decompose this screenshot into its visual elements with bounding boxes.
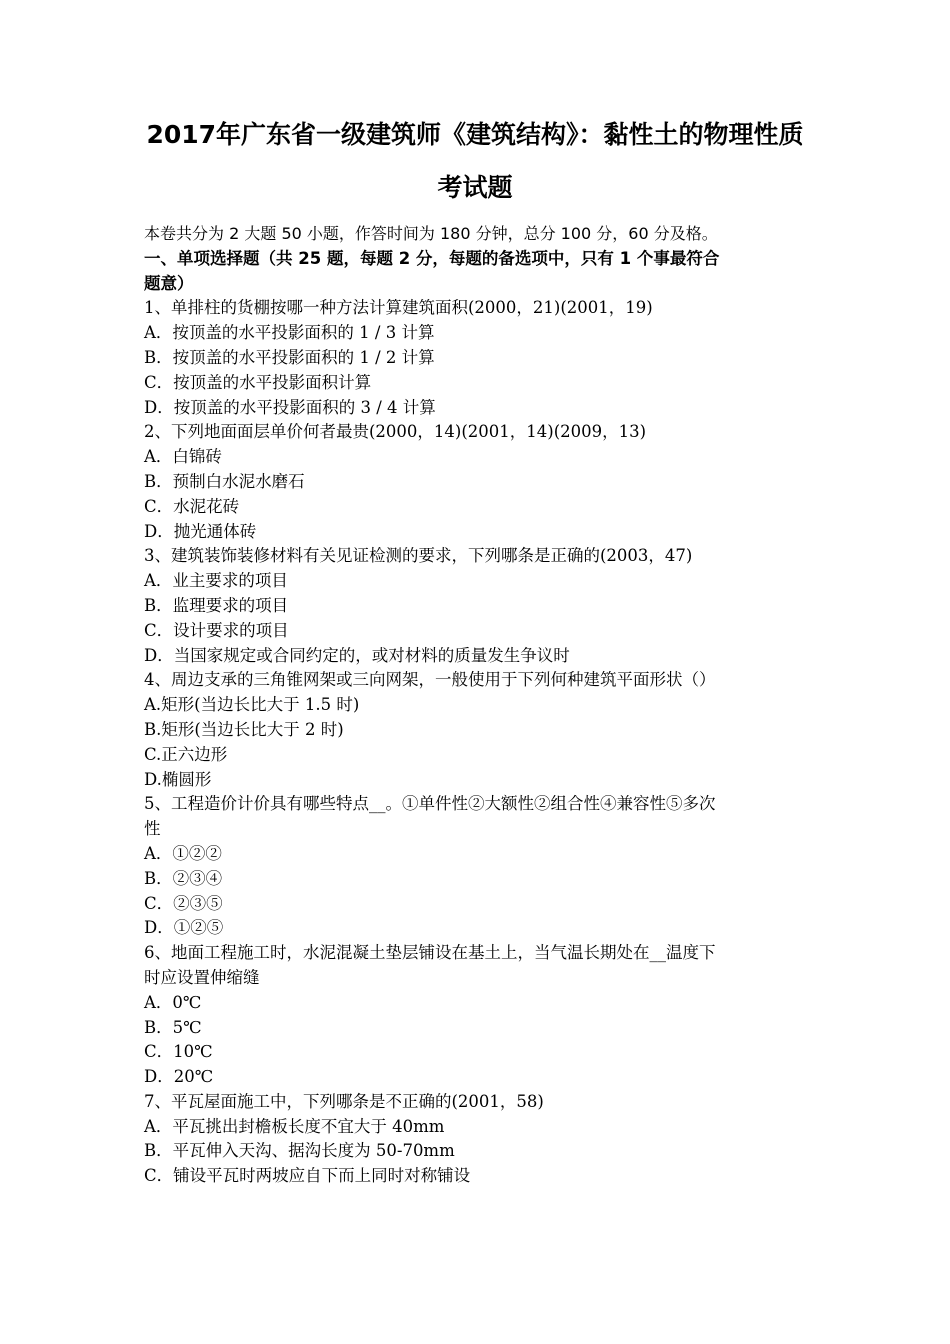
answer-option: A．平瓦挑出封檐板长度不宜大于 40mm bbox=[144, 1116, 445, 1136]
question-text: 4、周边支承的三角锥网架或三向网架，一般使用于下列何种建筑平面形状（） bbox=[144, 670, 716, 690]
answer-option: A．业主要求的项目 bbox=[144, 571, 288, 591]
question-list bbox=[144, 296, 814, 1189]
answer-option: B．监理要求的项目 bbox=[144, 595, 289, 615]
answer-option: C．②③⑤ bbox=[144, 893, 223, 913]
answer-option: D．抛光通体砖 bbox=[144, 521, 257, 541]
answer-option: D.椭圆形 bbox=[144, 769, 212, 789]
answer-option: B.矩形(当边长比大于 2 时) bbox=[144, 719, 344, 739]
answer-option: C．10℃ bbox=[144, 1042, 213, 1062]
answer-option: D．20℃ bbox=[144, 1067, 214, 1087]
question-text-continued: 时应设置伸缩缝 bbox=[144, 967, 260, 987]
answer-option: C．铺设平瓦时两坡应自下而上同时对称铺设 bbox=[144, 1166, 471, 1186]
question-text: 6、地面工程施工时，水泥混凝土垫层铺设在基土上，当气温长期处在__温度下 bbox=[144, 943, 716, 963]
question-text-continued: 性 bbox=[144, 819, 161, 839]
answer-option: A．0℃ bbox=[144, 992, 202, 1012]
answer-option: C.正六边形 bbox=[144, 744, 228, 764]
answer-option: A．按顶盖的水平投影面积的 1 / 3 计算 bbox=[144, 323, 435, 343]
answer-option: D．①②⑤ bbox=[144, 918, 224, 938]
answer-option: B．②③④ bbox=[144, 868, 223, 888]
answer-option: B．按顶盖的水平投影面积的 1 / 2 计算 bbox=[144, 347, 435, 367]
question-text: 3、建筑装饰装修材料有关见证检测的要求，下列哪条是正确的(2003，47) bbox=[144, 546, 693, 566]
question-text: 5、工程造价计价具有哪些特点__。①单件性②大额性②组合性④兼容性⑤多次 bbox=[144, 794, 716, 814]
document-title: 2017年广东省一级建筑师《建筑结构》：黏性土的物理性质 bbox=[146, 120, 804, 149]
answer-option: D．按顶盖的水平投影面积的 3 / 4 计算 bbox=[144, 397, 436, 417]
answer-option: C．水泥花砖 bbox=[144, 496, 240, 516]
answer-option: A．白锦砖 bbox=[144, 447, 222, 467]
answer-option: C．设计要求的项目 bbox=[144, 620, 289, 640]
document-title-continued: 考试题 bbox=[437, 173, 513, 202]
question-text: 2、下列地面面层单价何者最贵(2000，14)(2001，14)(2009，13) bbox=[144, 422, 647, 442]
question-text: 7、平瓦屋面施工中，下列哪条是不正确的(2001，58) bbox=[144, 1091, 544, 1111]
answer-option: A.矩形(当边长比大于 1.5 时) bbox=[144, 695, 360, 715]
question-text: 1、单排柱的货棚按哪一种方法计算建筑面积(2000，21)(2001，19) bbox=[144, 298, 653, 318]
answer-option: B．5℃ bbox=[144, 1017, 202, 1037]
section-heading: 一、单项选择题（共 25 题，每题 2 分，每题的备选项中，只有 1 个事最符合 bbox=[144, 248, 720, 268]
answer-option: C．按顶盖的水平投影面积计算 bbox=[144, 372, 372, 392]
answer-option: B．预制白水泥水磨石 bbox=[144, 471, 305, 491]
exam-intro: 本卷共分为 2 大题 50 小题，作答时间为 180 分钟，总分 100 分，60 分及格。 bbox=[144, 224, 718, 243]
answer-option: D．当国家规定或合同约定的，或对材料的质量发生争议时 bbox=[144, 645, 570, 665]
section-heading-continued: 题意） bbox=[144, 273, 194, 293]
document-body bbox=[144, 222, 814, 1189]
answer-option: B．平瓦伸入天沟、据沟长度为 50-70mm bbox=[144, 1141, 455, 1161]
answer-option: A．①②② bbox=[144, 843, 222, 863]
